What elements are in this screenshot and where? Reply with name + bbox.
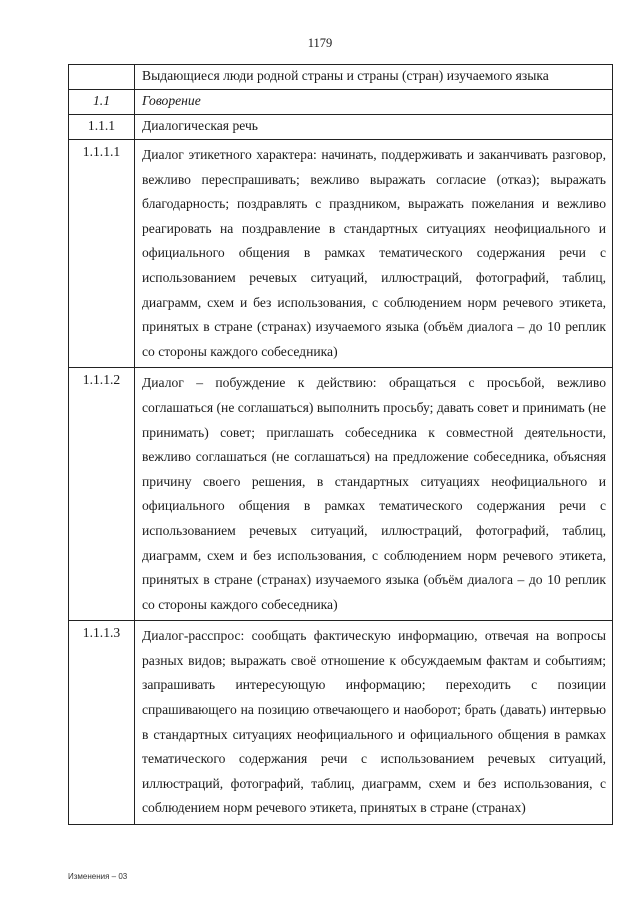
page-bottom-margin: [0, 860, 640, 902]
page-number: 1179: [307, 36, 333, 50]
row-text: Выдающиеся люди родной страны и страны (стран) изучаемого языка: [135, 65, 613, 90]
row-number: 1.1.1.1: [69, 140, 135, 368]
row-text: Диалог – побуждение к действию: обращаться с просьбой, вежливо соглашаться (не соглашаться) выполнить просьбу; давать совет и принимать (не принимать) совет; приглашать собеседника к совместной деятельности, вежливо соглашаться (не соглашаться) на предложение собеседника, объясняя причину своего решения, в стандартных ситуациях неофициального и официального общения в рамках тематического содержания речи с использованием речевых ситуаций, иллюстраций, фотографий, таблиц, диаграмм, схем и без использования, с соблюдением норм речевого этикета, принятых в стране (странах) изучаемого языка (объём диалога – до 10 реплик со стороны каждого собеседника): [135, 368, 613, 621]
row-text: Говорение: [135, 90, 613, 115]
footer-revision-note: Изменения – 03: [68, 872, 128, 881]
row-text: Диалогическая речь: [135, 115, 613, 140]
table-row: [69, 368, 613, 621]
row-number: 1.1.1.3: [69, 621, 135, 825]
row-number: 1.1: [69, 90, 135, 115]
row-number: 1.1.1: [69, 115, 135, 140]
row-number: [69, 65, 135, 90]
row-text: Диалог-расспрос: сообщать фактическую информацию, отвечая на вопросы разных видов; выражать своё отношение к обсуждаемым фактам и событиям; запрашивать интересующую информацию; переходить с позиции спрашивающего на позицию отвечающего и наоборот; брать (давать) интервью в стандартных ситуациях неофициального и официального общения в рамках тематического содержания речи с использованием речевых ситуаций, иллюстраций, фотографий, таблиц, диаграмм, схем и без использования, с соблюдением норм речевого этикета, принятых в стране (странах): [135, 621, 613, 825]
curriculum-table: [68, 64, 613, 825]
table-row: [69, 90, 613, 115]
table-row: [69, 140, 613, 368]
row-number: 1.1.1.2: [69, 368, 135, 621]
table-row: [69, 65, 613, 90]
table-row: [69, 621, 613, 825]
table-row: [69, 115, 613, 140]
row-text: Диалог этикетного характера: начинать, поддерживать и заканчивать разговор, вежливо переспрашивать; вежливо выражать согласие (отказ); выражать благодарность; поздравлять с праздником, выражать пожелания и вежливо реагировать на поздравление в стандартных ситуациях неофициального и официального общения в рамках тематического содержания речи с использованием речевых ситуаций, иллюстраций, фотографий, таблиц, диаграмм, схем и без использования, с соблюдением норм речевого этикета, принятых в стране (странах) изучаемого языка (объём диалога – до 10 реплик со стороны каждого собеседника): [135, 140, 613, 368]
